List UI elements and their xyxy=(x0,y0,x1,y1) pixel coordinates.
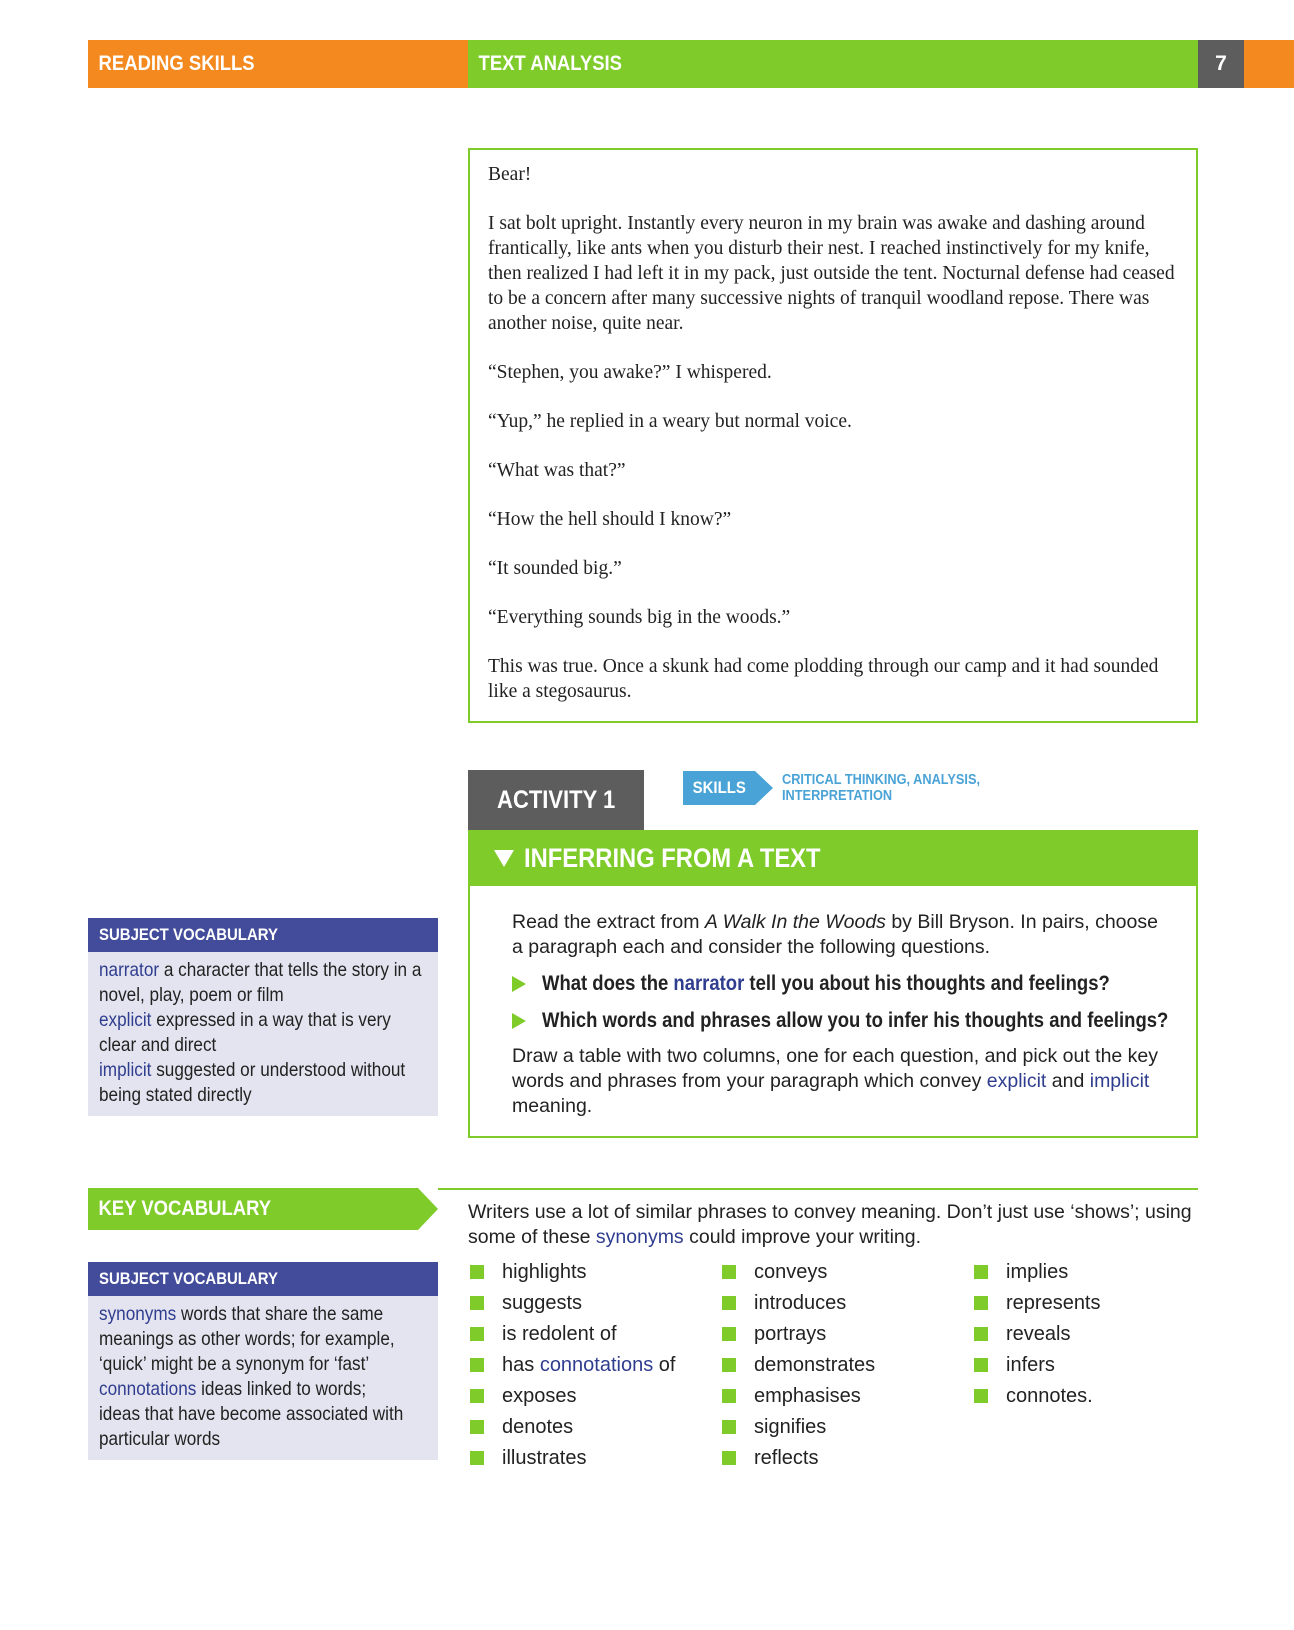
list-item: exposes xyxy=(468,1381,675,1412)
outro-text-rest: meaning. xyxy=(512,1095,593,1117)
term-narrator: narrator xyxy=(673,972,745,995)
vocab-line: implicit suggested or understood without xyxy=(99,1059,406,1081)
activity-header xyxy=(468,830,1198,886)
list-item: suggests xyxy=(468,1288,675,1319)
skills-list xyxy=(782,772,980,804)
subject-vocabulary-body xyxy=(88,952,438,1116)
list-item: infers xyxy=(972,1350,1101,1381)
vocab-line: being stated directly xyxy=(99,1084,252,1106)
vocab-line: ideas that have become associated with xyxy=(99,1403,404,1425)
subject-vocabulary-heading: SUBJECT VOCABULARY xyxy=(88,918,438,952)
list-item: has connotations of xyxy=(468,1350,675,1381)
vocab-line: connotations ideas linked to words; xyxy=(99,1378,367,1400)
skills-tag xyxy=(683,771,755,805)
intro-text: Read the extract from xyxy=(512,911,705,933)
term-implicit: implicit xyxy=(1089,1070,1150,1092)
term-explicit: explicit xyxy=(986,1070,1047,1092)
vocab-line: narrator a character that tells the story in a xyxy=(99,959,422,981)
list-item: signifies xyxy=(720,1412,875,1443)
subject-vocabulary-body xyxy=(88,1296,438,1460)
key-vocabulary-intro: Writers use a lot of similar phrases to convey meaning. Don’t just use ‘shows’; using some of these synonyms could improve your writing. xyxy=(468,1201,1192,1248)
extract-paragraph: “How the hell should I know?” xyxy=(488,509,732,530)
skills-arrow-icon xyxy=(755,771,773,805)
list-item: emphasises xyxy=(720,1381,875,1412)
synonym-column-2 xyxy=(720,1257,875,1474)
list-item: reveals xyxy=(972,1319,1101,1350)
page-number: 7 xyxy=(1198,40,1244,88)
list-item: highlights xyxy=(468,1257,675,1288)
question-2-text: Which words and phrases allow you to infer his thoughts and feelings? xyxy=(542,1009,1169,1032)
list-item: implies xyxy=(972,1257,1101,1288)
header-left-title: READING SKILLS xyxy=(98,52,255,75)
activity-tab-label: ACTIVITY 1 xyxy=(496,785,616,814)
synonym-column-1 xyxy=(468,1257,675,1474)
key-vocabulary-heading: KEY VOCABULARY xyxy=(98,1197,272,1220)
extract-paragraph: “Everything sounds big in the woods.” xyxy=(488,607,791,628)
vocab-line: ‘quick’ might be a synonym for ‘fast’ xyxy=(99,1353,370,1375)
list-item: demonstrates xyxy=(720,1350,875,1381)
extract-paragraph: This was true. Once a skunk had come plodding through our camp and it had sounded like a stegosaurus. xyxy=(488,656,1159,702)
synonym-column-3 xyxy=(972,1257,1101,1412)
vocab-line: synonyms words that share the same xyxy=(99,1303,384,1325)
subject-vocabulary-heading: SUBJECT VOCABULARY xyxy=(88,1262,438,1296)
extract-paragraph: “It sounded big.” xyxy=(488,558,622,579)
vocab-line: novel, play, poem or film xyxy=(99,984,284,1006)
activity-body xyxy=(468,886,1198,1138)
skills-line-1: CRITICAL THINKING, ANALYSIS, xyxy=(782,772,981,788)
outro-text: Draw a table with two columns, one for each question, and pick out the key words and phrases from your paragraph which convey xyxy=(512,1045,1159,1092)
subject-vocabulary-box xyxy=(88,918,438,1116)
question-1 xyxy=(512,970,1170,997)
list-item: introduces xyxy=(720,1288,875,1319)
key-vocabulary-banner xyxy=(88,1188,418,1230)
skills-tag-label: SKILLS xyxy=(692,778,746,797)
key-vocabulary-arrow-icon xyxy=(418,1188,438,1230)
activity-outro xyxy=(512,1044,1170,1119)
activity-intro xyxy=(512,910,1170,960)
intro-text-rest: by Bill Bryson. In pairs, choose a paragraph each and consider the following questions. xyxy=(512,911,1158,958)
vocab-line: particular words xyxy=(99,1428,221,1450)
skills-line-2: INTERPRETATION xyxy=(782,788,893,804)
header-text-analysis xyxy=(468,40,1198,88)
question-1-text: What does the xyxy=(542,972,674,995)
book-title: A Walk In the Woods xyxy=(704,911,886,933)
list-item: represents xyxy=(972,1288,1101,1319)
extract-paragraph: “Stephen, you awake?” I whispered. xyxy=(488,362,772,383)
vocab-line: meanings as other words; for example, xyxy=(99,1328,395,1350)
subject-vocabulary-box xyxy=(88,1262,438,1460)
list-item: conveys xyxy=(720,1257,875,1288)
list-item: illustrates xyxy=(468,1443,675,1474)
outro-and: and xyxy=(1046,1070,1090,1092)
header-mid-title: TEXT ANALYSIS xyxy=(478,52,622,75)
header-right-strip xyxy=(1244,40,1294,88)
extract-paragraph: I sat bolt upright. Instantly every neuron in my brain was awake and dashing around frantically, like ants when you disturb their nest. I reached instinctively for my knife, then realized I had left it in my pack, just outside the tent. Nocturnal defense had ceased to be a concern after many successive nights of tranquil woodland repose. There was another noise, quite near. xyxy=(488,213,1175,334)
list-item: is redolent of xyxy=(468,1319,675,1350)
list-item: connotes. xyxy=(972,1381,1101,1412)
activity-tab xyxy=(468,770,644,830)
vocab-line: clear and direct xyxy=(99,1034,217,1056)
activity-title: INFERRING FROM A TEXT xyxy=(524,842,821,873)
divider xyxy=(438,1188,1198,1190)
list-item: reflects xyxy=(720,1443,875,1474)
triangle-right-icon xyxy=(512,976,526,992)
question-2 xyxy=(512,1007,1170,1034)
triangle-right-icon xyxy=(512,1013,526,1029)
header-reading-skills xyxy=(88,40,468,88)
extract-paragraph: “What was that?” xyxy=(488,460,626,481)
vocab-line: explicit expressed in a way that is very xyxy=(99,1009,391,1031)
extract-box xyxy=(468,148,1198,723)
extract-paragraph: “Yup,” he replied in a weary but normal voice. xyxy=(488,411,852,432)
term-synonyms: synonyms xyxy=(595,1226,684,1248)
triangle-down-icon xyxy=(494,850,514,867)
extract-paragraph: Bear! xyxy=(488,164,532,185)
list-item: denotes xyxy=(468,1412,675,1443)
list-item: portrays xyxy=(720,1319,875,1350)
question-1-text-rest: tell you about his thoughts and feelings? xyxy=(744,972,1110,995)
